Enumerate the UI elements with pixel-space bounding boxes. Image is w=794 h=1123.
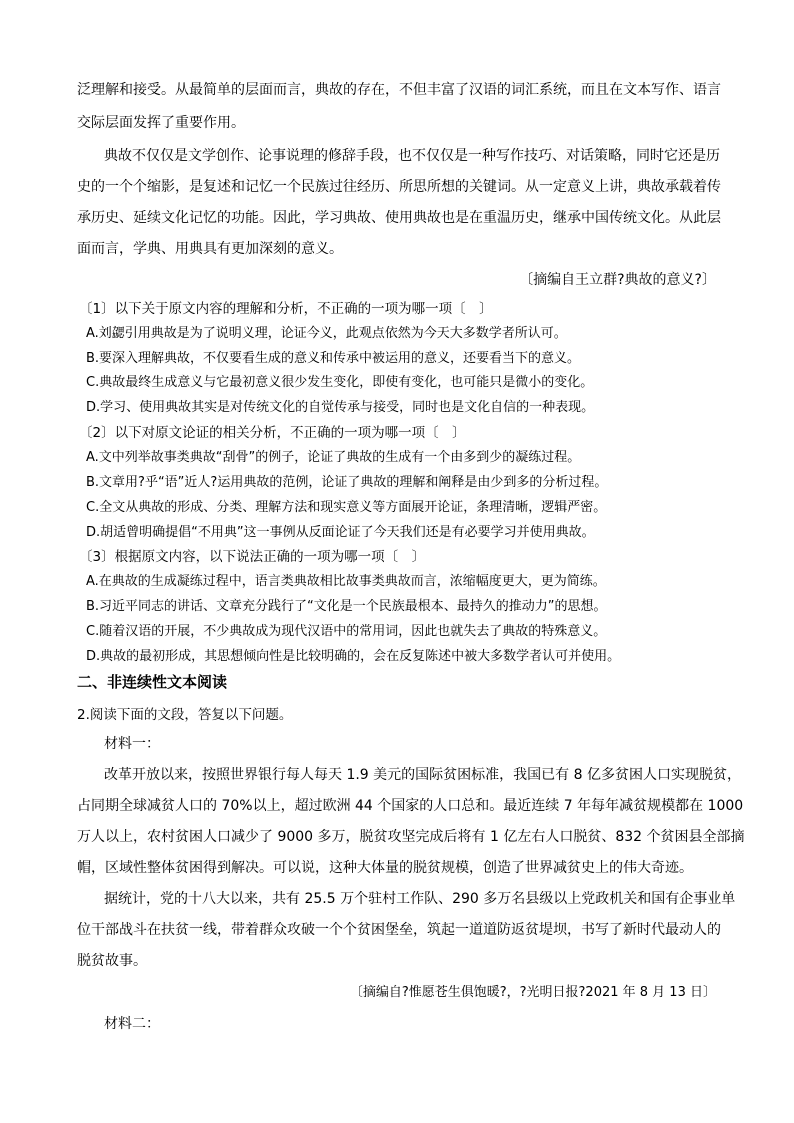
question-option: A.刘勰引用典故是为了说明义理，论证今义，此观点依然为今天大多数学者所认可。 [86, 326, 567, 341]
question-option: A.在典故的生成凝练过程中，语言类典故相比故事类典故而言，浓缩幅度更大，更为简练。 [86, 574, 606, 589]
question-option: D.胡适曾明确提倡“不用典”这一事例从反面论证了今天我们还是有必要学习并使用典故。 [86, 525, 595, 540]
paragraph-line: 面而言，学典、用典具有更加深刻的意义。 [77, 241, 343, 257]
material-label: 材料一： [104, 736, 160, 752]
source-citation: 〔摘编自王立群?典故的意义?〕 [519, 272, 716, 288]
paragraph-line: 改革开放以来，按照世界银行每人每天 1.9 美元的国际贫困标准，我国已有 8 亿多贫困人口实现脱贫， [104, 767, 741, 783]
paragraph-line: 位干部战斗在扶贫一线，带着群众攻破一个个贫困堡垒，筑起一道道防返贫堤坝，书写了新时代最动人的 [77, 922, 721, 938]
question-option: C.随着汉语的开展，不少典故成为现代汉语中的常用词，因此也就失去了典故的特殊意义。 [86, 624, 607, 639]
question-option: B.习近平同志的讲话、文章充分践行了“文化是一个民族最根本、最持久的推动力”的思想。 [86, 599, 607, 614]
question-option: D.学习、使用典故其实是对传统文化的自觉传承与接受，同时也是文化自信的一种表现。 [86, 400, 595, 415]
section-heading: 二、非连续性文本阅读 [77, 673, 228, 691]
question-option: B.要深入理解典故，不仅要看生成的意义和传承中被运用的意义，还要看当下的意义。 [86, 351, 581, 366]
paragraph-line: 据统计，党的十八大以来，共有 25.5 万个驻村工作队、290 多万名县级以上党政机关和国有企事业单 [104, 891, 736, 907]
question-stem: 〔3〕根据原文内容，以下说法正确的一项为哪一项〔 〕 [79, 549, 426, 565]
question-stem: 〔2〕以下对原文论证的相关分析，不正确的一项为哪一项〔 〕 [79, 425, 466, 441]
paragraph-line: 史的一个个缩影，是复述和记忆一个民族过往经历、所思所想的关键词。从一定意义上讲，典故承载着传 [77, 179, 721, 195]
paragraph-line: 占同期全球减贫人口的 70%以上，超过欧洲 44 个国家的人口总和。最近连续 7 年每年减贫规模都在 1000 [77, 798, 744, 814]
source-citation: 〔摘编自?惟愿苍生俱饱暖?，?光明日报?2021 年 8 月 13 日〕 [349, 985, 716, 1000]
material-label: 材料二： [104, 1016, 160, 1032]
paragraph-line: 交际层面发挥了重要作用。 [77, 115, 245, 131]
question-option: C.典故最终生成意义与它最初意义很少发生变化，即使有变化，也可能只是微小的变化。 [86, 375, 594, 390]
instruction-text: 2.阅读下面的文段，答复以下问题。 [77, 707, 293, 723]
paragraph-line: 脱贫故事。 [77, 953, 147, 969]
paragraph-line: 典故不仅仅是文学创作、论事说理的修辞手段，也不仅仅是一种写作技巧、对话策略，同时它还是历 [104, 148, 720, 164]
question-stem: 〔1〕以下关于原文内容的理解和分析，不正确的一项为哪一项〔 〕 [79, 301, 493, 317]
paragraph-line: 帽，区域性整体贫困得到解决。可以说，这种大体量的脱贫规模，创造了世界减贫史上的伟大奇迹。 [77, 860, 693, 876]
paragraph-line: 泛理解和接受。从最简单的层面而言，典故的存在，不但丰富了汉语的词汇系统，而且在文本写作、语言 [77, 82, 721, 98]
question-option: C.全文从典故的形成、分类、理解方法和现实意义等方面展开论证，条理清晰，逻辑严密。 [86, 500, 607, 515]
paragraph-line: 万人以上，农村贫困人口减少了 9000 多万，脱贫攻坚完成后将有 1 亿左右人口脱贫、832 个贫困县全部摘 [77, 829, 745, 845]
question-option: B.文章用?乎“语”近人?运用典故的范例，论证了典故的理解和阐释是由少到多的分析过程。 [86, 475, 608, 490]
question-option: A.文中列举故事类典故“刮骨”的例子，论证了典故的生成有一个由多到少的凝练过程。 [86, 450, 581, 465]
paragraph-line: 承历史、延续文化记忆的功能。因此，学习典故、使用典故也是在重温历史，继承中国传统文化。从此层 [77, 210, 721, 226]
question-option: D.典故的最初形成，其思想倾向性是比较明确的，会在反复陈述中被大多数学者认可并使用。 [86, 649, 621, 664]
